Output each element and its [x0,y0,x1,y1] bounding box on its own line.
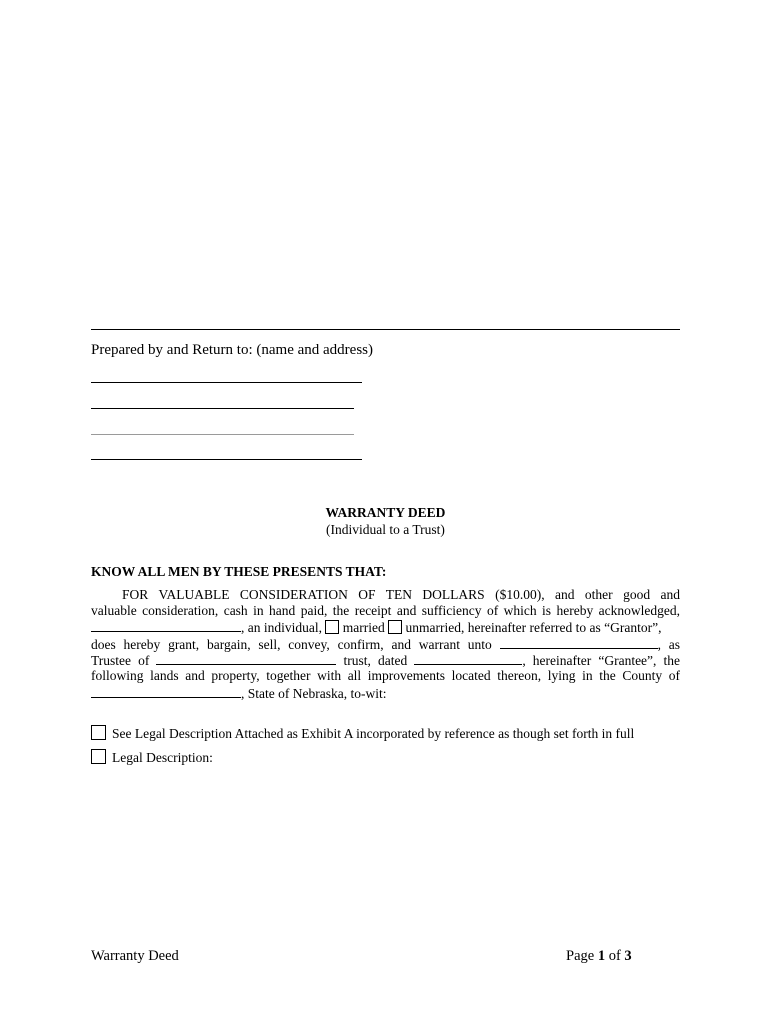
trust-name-field[interactable] [156,652,336,665]
exhibit-checkbox[interactable] [91,725,106,740]
body-line-3 [91,619,680,637]
exhibit-option [91,725,634,742]
married-label: married [342,620,385,635]
body-line-1: FOR VALUABLE CONSIDERATION OF TEN DOLLARS ($10.00), and other good and [122,587,680,602]
top-rule [91,329,680,330]
page-current: 1 [597,948,606,964]
married-checkbox[interactable] [325,620,339,634]
address-line-3[interactable] [91,434,354,435]
address-line-4[interactable] [91,459,362,460]
as-text: , as [657,637,680,652]
legal-description-option [91,749,213,766]
body-line-7 [91,685,680,703]
body-line-4 [91,636,680,654]
trust-date-field[interactable] [414,652,522,665]
page-of: of [608,948,621,964]
address-line-1[interactable] [91,382,362,383]
footer-document-name: Warranty Deed [91,948,179,964]
trustee-of-text: Trustee of [91,653,150,668]
trust-dated-text: trust, dated [343,653,408,668]
page-prefix: Page [566,948,595,964]
body-line-6: following lands and property, together with all improvements located thereon, lying in the County of [91,668,680,683]
grantee-trustee-name-field[interactable] [500,636,658,649]
footer-page-number [566,947,632,965]
prepared-by-label: Prepared by and Return to: (name and address) [91,342,373,358]
exhibit-label: See Legal Description Attached as Exhibit A incorporated by reference as though set forth in full [112,726,635,741]
unmarried-checkbox[interactable] [388,620,402,634]
grant-text: does hereby grant, bargain, sell, convey, confirm, and warrant unto [91,637,492,652]
body-line-2: valuable consideration, cash in hand paid, the receipt and sufficiency of which is hereby acknowledged, [91,603,680,618]
grantor-name-field[interactable] [91,619,241,632]
document-title-block [91,504,680,538]
unmarried-text: unmarried, hereinafter referred to as “Grantor”, [405,620,662,635]
address-line-2[interactable] [91,408,354,409]
individual-text: , an individual, [241,620,322,635]
know-all-heading: KNOW ALL MEN BY THESE PRESENTS THAT: [91,564,387,579]
legal-description-checkbox[interactable] [91,749,106,764]
legal-description-label: Legal Description: [112,750,213,765]
grantee-text: , hereinafter “Grantee”, the [522,653,680,668]
county-field[interactable] [91,685,241,698]
body-line-5 [91,652,680,670]
state-text: , State of Nebraska, to-wit: [241,686,387,701]
page-total: 3 [624,948,632,964]
document-subtitle: (Individual to a Trust) [326,522,445,537]
document-title: WARRANTY DEED [325,505,446,520]
